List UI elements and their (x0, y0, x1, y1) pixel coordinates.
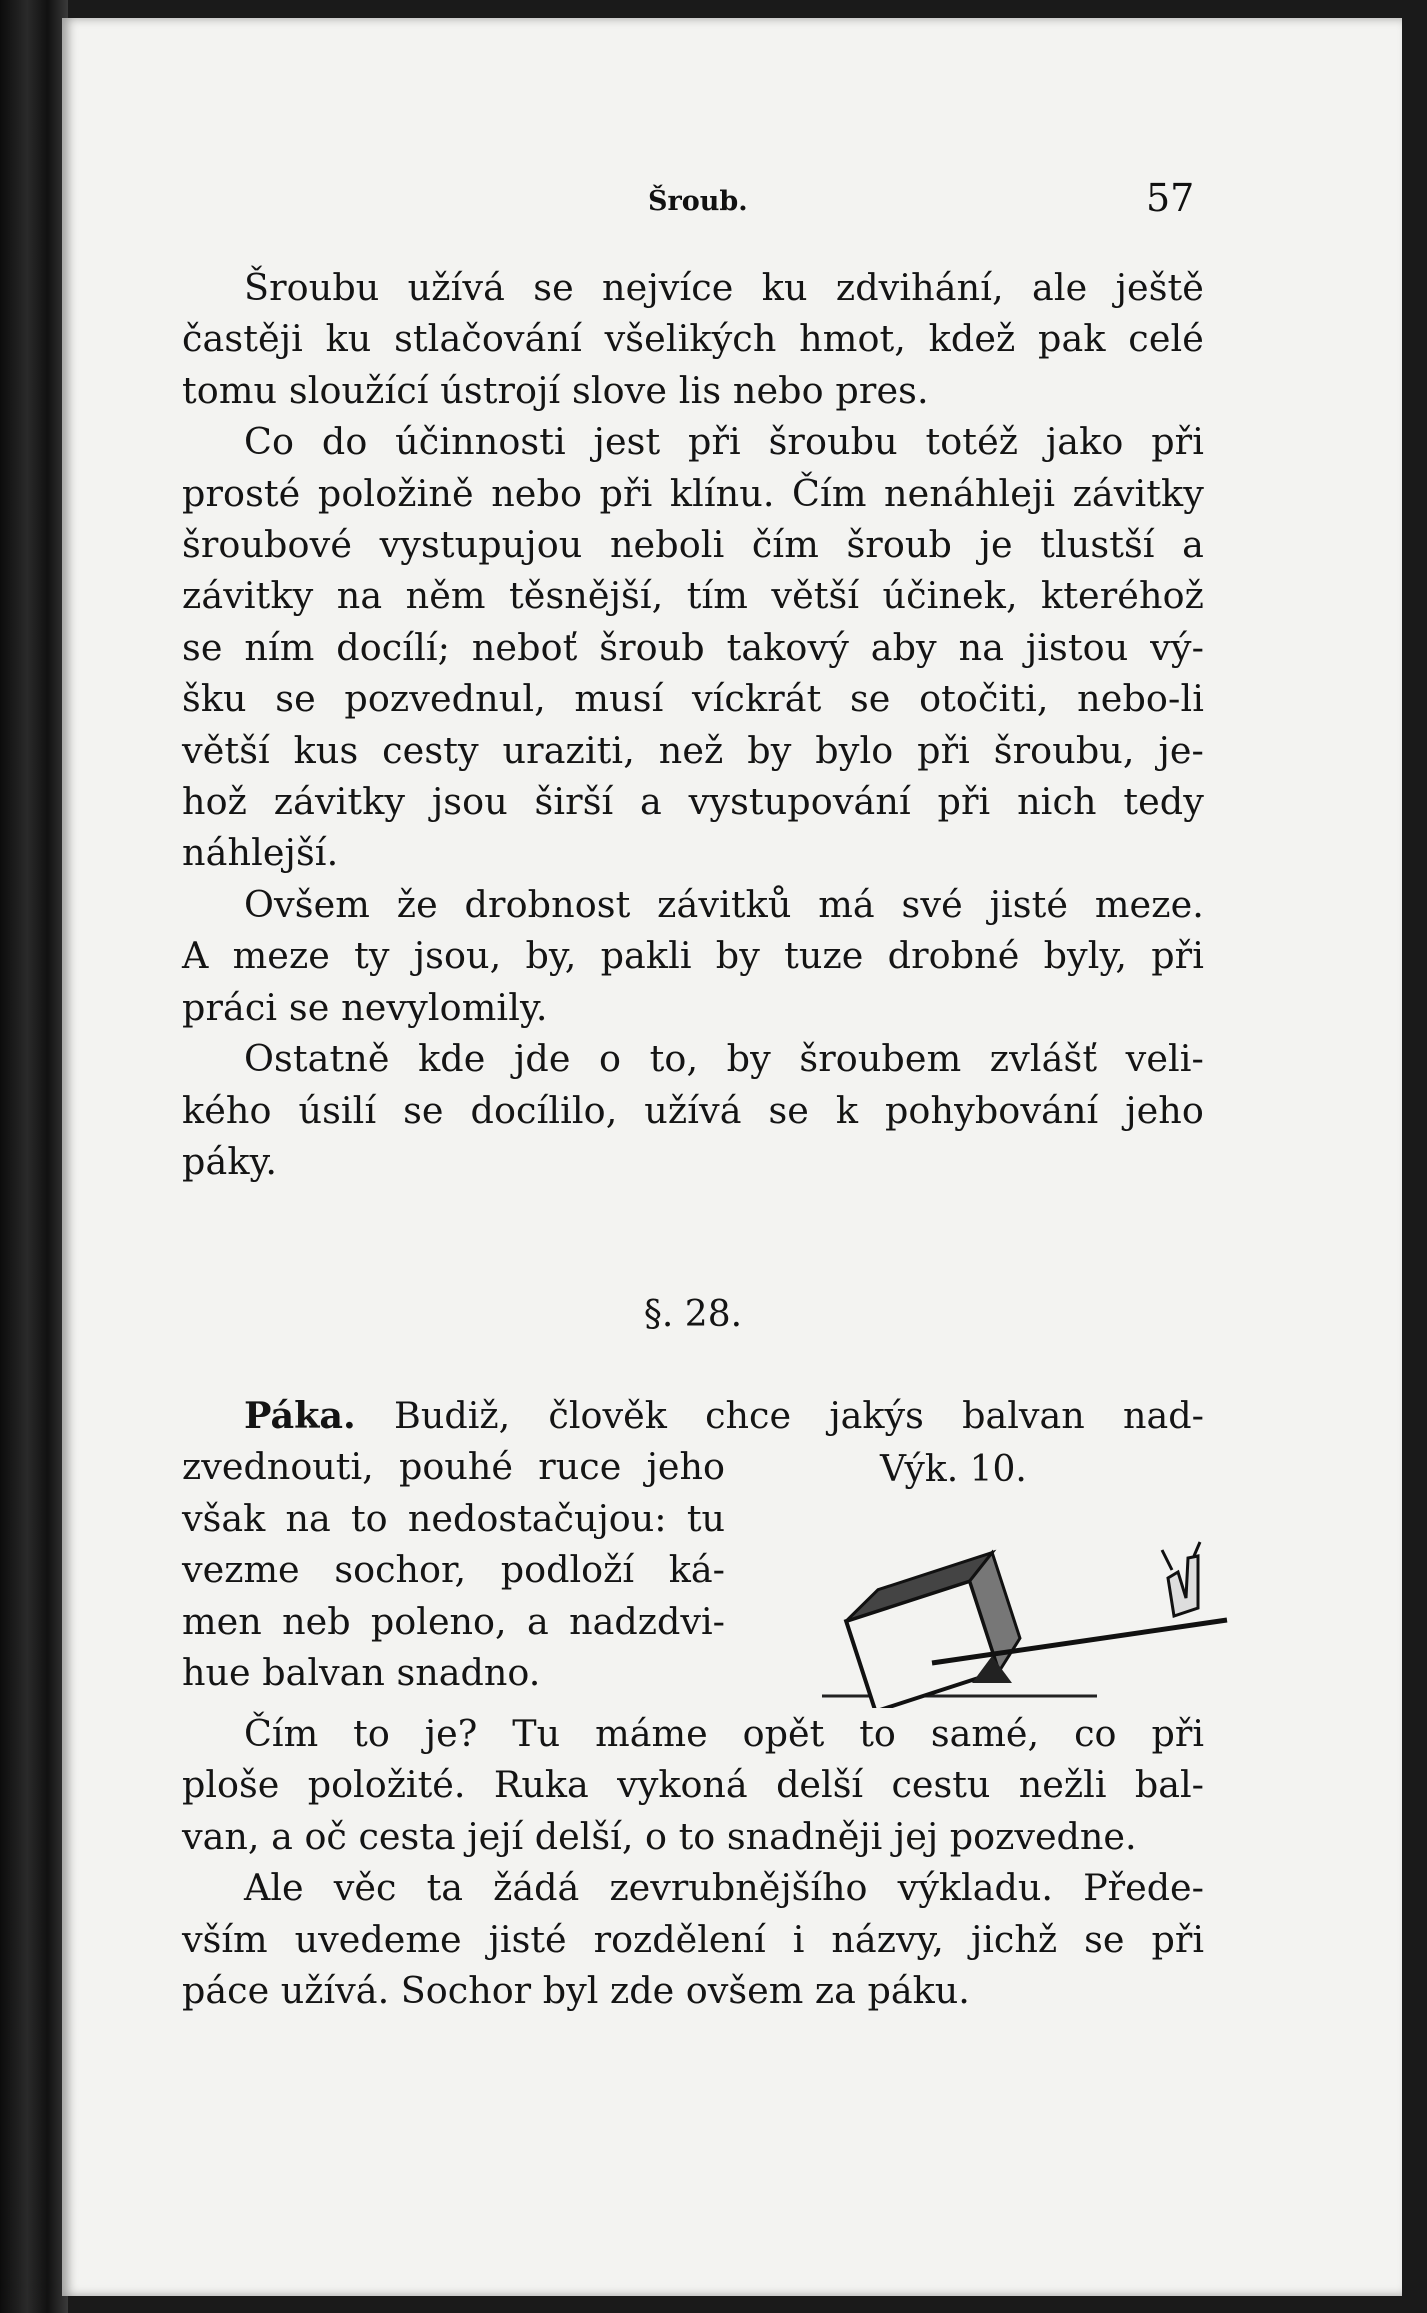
text-line: Ale věc ta žádá zevrubnějšího výkladu. Přede- (244, 1866, 1204, 1910)
text-line: hož závitky jsou širší a vystupování při nich tedy (182, 780, 1204, 824)
paka-first-line: Budiž, člověk chce jakýs balvan nad- (394, 1394, 1204, 1437)
text-line: páky. (182, 1139, 278, 1183)
text-line: A meze ty jsou, by, pakli by tuze drobné byly, při (182, 934, 1204, 978)
text-line: men neb poleno, a nadzdvi- (182, 1599, 725, 1643)
paka-lead: Páka. (244, 1394, 356, 1437)
book-page (62, 18, 1402, 2296)
text-line: Ostatně kde jde o to, by šroubem zvlášť veli- (244, 1037, 1204, 1081)
page-number: 57 (1146, 176, 1195, 220)
text-line: Co do účinnosti jest při šroubu totéž jako při (244, 420, 1204, 464)
text-line (182, 1390, 1204, 1441)
running-head (62, 166, 1402, 226)
running-title: Šroub. (648, 186, 748, 217)
text-line: Čím to je? Tu máme opět to samé, co při (244, 1712, 1204, 1755)
text-line: Šroubu užívá se nejvíce ku zdvihání, ale ještě (244, 266, 1204, 309)
text-line: se ním docílí; neboť šroub takový aby na jistou vý- (182, 625, 1204, 669)
text-line: šroubové vystupujou neboli čím šroub je tlustší a (182, 523, 1204, 567)
text-line: náhlejší. (182, 831, 339, 875)
text-line: Ovšem že drobnost závitků má své jisté meze. (244, 882, 1204, 926)
text-line: zvednouti, pouhé ruce jeho (182, 1445, 725, 1489)
section-number: §. 28. (643, 1294, 743, 1335)
text-line: vším uvedeme jisté rozdělení i názvy, jichž se při (182, 1917, 1204, 1961)
text-line: práci se nevylomily. (182, 985, 548, 1029)
book-spine (0, 0, 68, 2313)
text-line: kého úsilí se docílilo, užívá se k pohybování jeho (182, 1088, 1204, 1132)
text-line: ploše položité. Ruka vykoná delší cestu nežli bal- (182, 1763, 1204, 1807)
text-line: závitky na něm těsnější, tím větší účinek, kteréhož (182, 574, 1204, 618)
body-text-top (182, 262, 1204, 1187)
text-line: však na to nedostačujou: tu (182, 1496, 725, 1540)
text-line: van, a oč cesta její delší, o to snadněji jej pozvedne. (182, 1814, 1137, 1858)
text-line: hue balvan snadno. (182, 1651, 541, 1695)
boulder-shape (840, 1553, 1028, 1708)
text-line: vezme sochor, podloží ká- (182, 1548, 725, 1592)
text-line: šku se pozvednul, musí víckrát se otočiti, nebo-li (182, 677, 1204, 721)
hand-shape (1162, 1542, 1200, 1616)
text-line: častěji ku stlačování všelikých hmot, kdež pak celé (182, 317, 1204, 361)
text-line: větší kus cesty uraziti, než by bylo při šroubu, je- (182, 728, 1204, 772)
body-text-bottom (182, 1708, 1204, 2016)
lever-figure (822, 1538, 1232, 1708)
figure-label: Výk. 10. (880, 1449, 1027, 1490)
text-line: tomu sloužící ústrojí slove lis nebo pres. (182, 368, 929, 412)
text-line: prosté položině nebo při klínu. Čím nenáhleji závitky (182, 471, 1204, 515)
text-line: páce užívá. Sochor byl zde ovšem za páku. (182, 1969, 970, 2013)
